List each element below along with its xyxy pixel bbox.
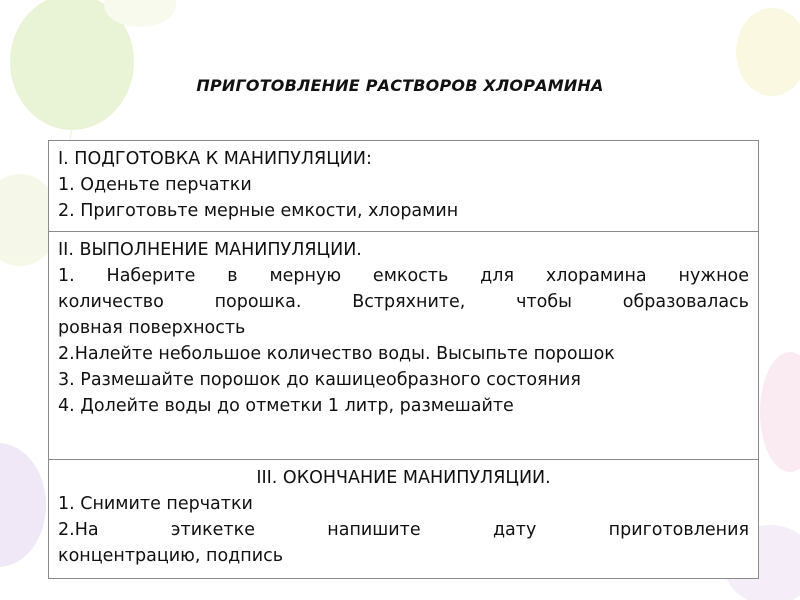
section-completion (49, 460, 758, 578)
section-execution (49, 232, 758, 460)
list-item: концентрацию, подпись (58, 546, 284, 566)
list-item: 2. Приготовьте мерные емкости, хлорамин (58, 201, 459, 221)
list-item: ровная поверхность (58, 318, 246, 338)
list-item: 4. Долейте воды до отметки 1 литр, размешайте (58, 396, 514, 416)
section-heading: III. ОКОНЧАНИЕ МАНИПУЛЯЦИИ. (256, 468, 551, 488)
list-item: 1. Наберите в мерную емкость для хлорамина нужное (58, 266, 749, 286)
section-heading: I. ПОДГОТОВКА К МАНИПУЛЯЦИИ: (58, 149, 372, 169)
instruction-table (48, 140, 759, 579)
list-item: 1. Снимите перчатки (58, 494, 253, 514)
balloon-purple-icon (0, 443, 46, 567)
list-item: 3. Размешайте порошок до кашицеобразного состояния (58, 370, 581, 390)
section-heading: II. ВЫПОЛНЕНИЕ МАНИПУЛЯЦИИ. (58, 240, 362, 260)
page-title: ПРИГОТОВЛЕНИЕ РАСТВОРОВ ХЛОРАМИНА (196, 76, 604, 95)
section-preparation (49, 141, 758, 232)
list-item: 2.Налейте небольшое количество воды. Высыпьте порошок (58, 344, 615, 364)
list-item: 1. Оденьте перчатки (58, 175, 252, 195)
balloon-pink-icon (760, 352, 800, 472)
list-item: 2.На этикетке напишите дату приготовления (58, 520, 749, 540)
list-item: количество порошка. Встряхните, чтобы образовалась (58, 292, 749, 312)
